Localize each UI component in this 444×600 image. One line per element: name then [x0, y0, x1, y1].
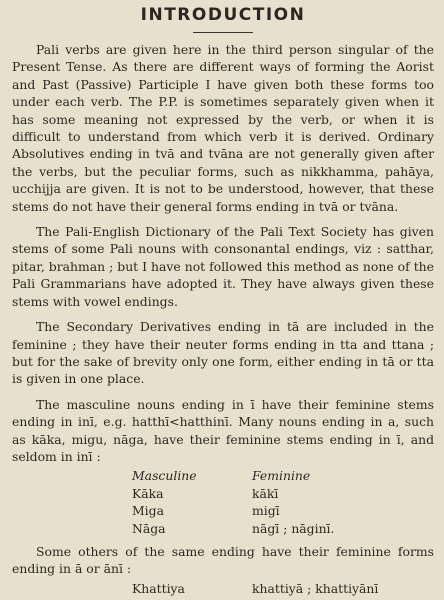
feminine-cell: migī	[252, 503, 280, 519]
header-masculine: Masculine	[132, 468, 197, 484]
masculine-cell: Khattiya	[132, 580, 185, 596]
feminine-cell: khattiyā ; khattiyānī	[252, 580, 379, 596]
paragraph-3: The Secondary Derivatives ending in tā are included in the feminine ; they have their neuter forms ending in tta and ttana ; but for the sake of brevity only one form, either ending in tā or tta is given in one place.	[12, 319, 434, 387]
table-row	[12, 520, 434, 537]
gender-table-2	[12, 580, 434, 597]
header-feminine: Feminine	[252, 468, 311, 484]
paragraph-4: The masculine nouns ending in ī have their feminine stems ending in inī, e.g. hatthī<hatthinī. Many nouns ending in a, such as kāka, migu, nāga, have their feminine stems ending in ī, and seldom in inī :	[12, 396, 434, 464]
feminine-cell: kākī	[252, 485, 279, 501]
table-row	[12, 580, 434, 597]
page-title: INTRODUCTION	[140, 5, 306, 25]
feminine-cell: nāgī ; nāginī.	[252, 520, 335, 536]
gender-table	[12, 467, 434, 537]
paragraph-2: The Pali-English Dictionary of the Pali Text Society has given stems of some Pali nouns with consonantal endings, viz : satthar, pitar, brahman ; but I have not followed this method as none of the Pali Grammarians have adopted it. They have always given these stems with vowel endings.	[12, 224, 434, 309]
paragraph-5: Some others of the same ending have their feminine forms ending in ā or ānī :	[12, 543, 434, 577]
paragraph-1: Pali verbs are given here in the third person singular of the Present Tense. As there are different ways of forming the Aorist and Past (Passive) Participle I have given both these forms too under each verb. The P.P. is sometimes separately given when it has some meaning not expressed by the verb, or when it is difficult to understand from which verb it is derived. Ordinary Absolutives ending in tvā and tvāna are not generally given after the verbs, but the peculiar forms, such as nikkhamma, pahāya, ucchijja are given. It is not to be understood, however, that these stems do not have their general forms ending in tvā or tvāna.	[12, 42, 434, 214]
table-row	[12, 502, 434, 519]
masculine-cell: Nāga	[132, 520, 166, 536]
gender-table-header	[12, 467, 434, 484]
table-row	[12, 485, 434, 502]
masculine-cell: Miga	[132, 503, 164, 519]
title-rule	[193, 32, 253, 33]
masculine-cell: Kāka	[132, 485, 164, 501]
